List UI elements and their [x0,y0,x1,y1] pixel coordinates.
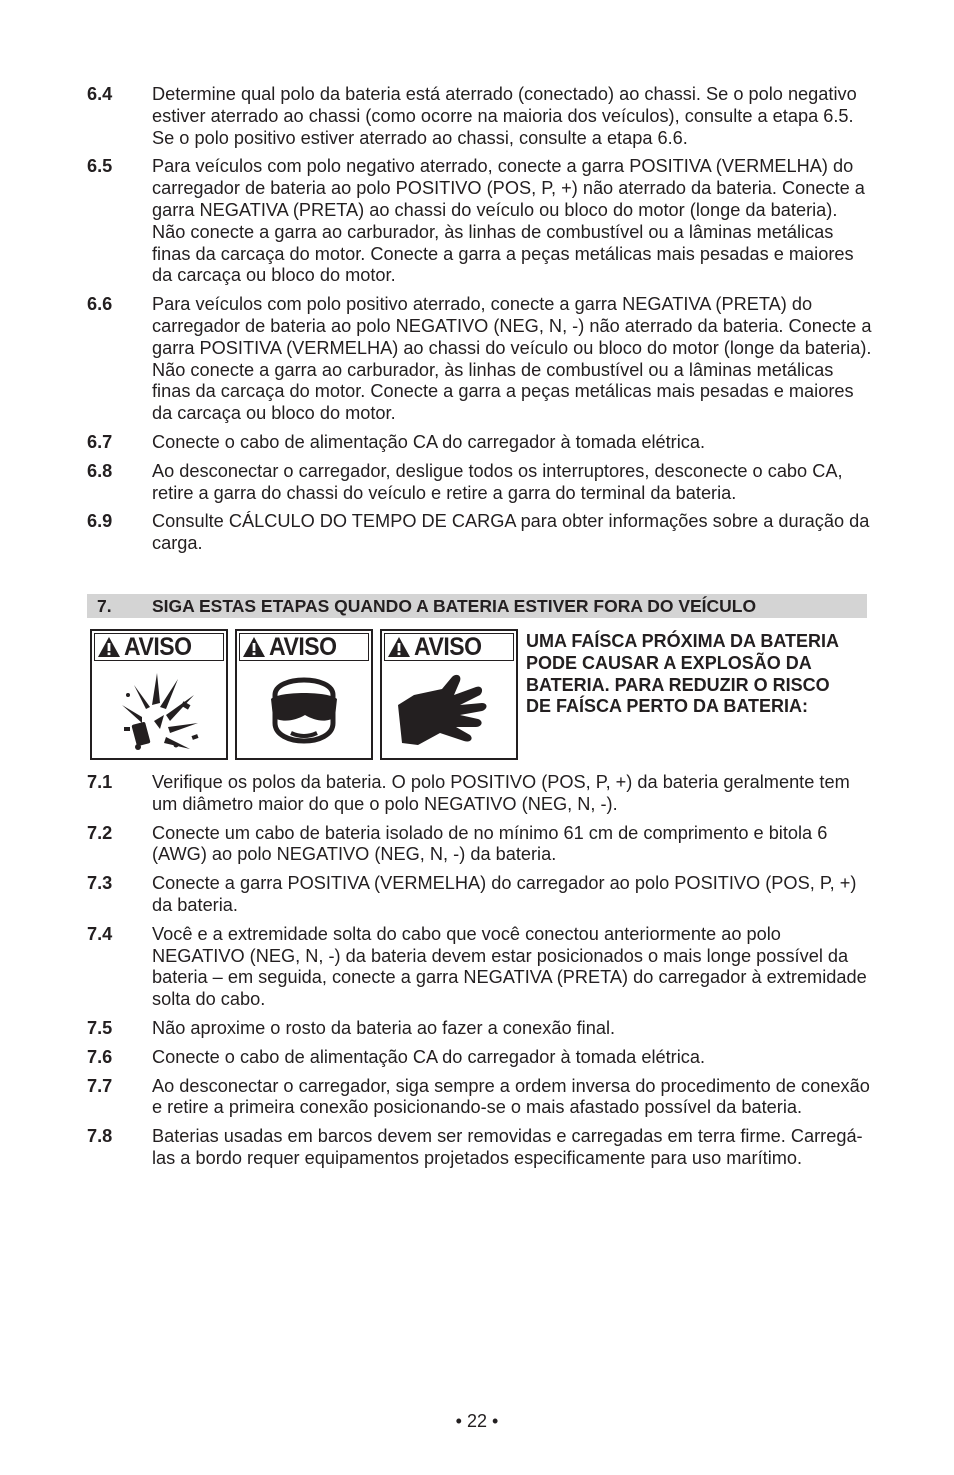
step-number: 6.6 [87,294,113,315]
step-text: Baterias usadas em barcos devem ser removidas e carregadas em terra firme. Carregá-las a bordo requer equipamentos projetados especificamente para uso marítimo. [152,1126,863,1168]
steps-list-7 [87,772,872,1177]
step-number: 7.3 [87,873,113,894]
warning-word: AVISO [269,633,337,661]
warning-header [384,633,514,661]
step-item [87,924,872,1011]
step-item [87,156,872,287]
step-text: Conecte um cabo de bateria isolado de no mínimo 61 cm de comprimento e bitola 6 (AWG) ao polo NEGATIVO (NEG, N, -) da bateria. [152,822,828,865]
step-item [87,1076,872,1120]
step-text: Verifique os polos da bateria. O polo POSITIVO (POS, P, +) da bateria geralmente tem um diâmetro maior do que o polo NEGATIVO (NEG, N, -). [152,772,850,814]
step-item [87,823,872,867]
explosion-icon [94,665,224,756]
step-number: 7.5 [87,1017,113,1038]
step-text: Não aproxime o rosto da bateria ao fazer a conexão final. [152,1017,616,1038]
step-number: 7.8 [87,1126,113,1147]
step-item [87,84,872,149]
step-text: Você e a extremidade solta do cabo que você conectou anteriormente ao polo NEGATIVO (NEG, N, -) da bateria devem estar posicionados o mais longe possível da bateria – em seguida, conecte a garra NEGATIVA (PRETA) do carregador à extremidade solta do cabo. [152,923,867,1010]
step-number: 6.4 [87,84,113,104]
step-number: 6.8 [87,460,113,481]
warning-word: AVISO [414,633,482,661]
steps-list-6 [87,84,872,562]
safety-goggles-icon [239,665,369,756]
step-item [87,1047,872,1069]
step-item [87,294,872,425]
step-item [87,511,872,555]
step-item [87,873,872,917]
step-text: Conecte o cabo de alimentação CA do carregador à tomada elétrica. [152,1046,706,1067]
step-number: 7.6 [87,1046,113,1067]
warning-box-gloves [380,629,518,760]
page-number: • 22 • [455,1411,499,1431]
warning-header [94,633,224,661]
warning-note: UMA FAÍSCA PRÓXIMA DA BATERIA PODE CAUSAR A EXPLOSÃO DA BATERIA. PARA REDUZIR O RISCO DE FAÍSCA PERTO DA BATERIA: [526,631,839,717]
step-number: 7.2 [87,822,113,843]
step-number: 6.7 [87,431,113,452]
step-number: 6.9 [87,511,113,532]
warning-box-eye-protection [235,629,373,760]
step-text: Conecte o cabo de alimentação CA do carregador à tomada elétrica. [152,431,706,452]
step-text: Conecte a garra POSITIVA (VERMELHA) do carregador ao polo POSITIVO (POS, P, +) da bateria. [152,873,857,915]
step-number: 7.1 [87,772,113,792]
section-number: 7. [97,595,112,616]
step-text: Consulte CÁLCULO DO TEMPO DE CARGA para obter informações sobre a duração da carga. [152,511,870,554]
step-text: Ao desconectar o carregador, siga sempre a ordem inversa do procedimento de conexão e retire a primeira conexão posicionando-se o mais afastado possível da bateria. [152,1075,870,1118]
step-number: 7.7 [87,1075,113,1096]
step-number: 6.5 [87,156,113,177]
section-7-header [87,594,867,618]
warning-word: AVISO [124,633,192,661]
section-title: SIGA ESTAS ETAPAS QUANDO A BATERIA ESTIVER FORA DO VEÍCULO [152,595,757,616]
warning-header [239,633,369,661]
step-text: Para veículos com polo negativo aterrado, conecte a garra POSITIVA (VERMELHA) do carregador de bateria ao polo POSITIVO (POS, P, +) não aterrado da bateria. Conecte a garra NEGATIVA (PRETA) ao chassi do veículo ou bloco do motor (longe da bateria). Não conecte a garra ao carburador, às linhas de combustível ou a lâminas metálicas finas da carcaça do motor. Conecte a garra a peças metálicas mais pesadas e maiores da carcaça ou bloco do motor. [152,156,865,286]
step-item [87,1018,872,1040]
glove-icon [384,665,514,756]
step-text: Para veículos com polo positivo aterrado, conecte a garra NEGATIVA (PRETA) do carregador de bateria ao polo NEGATIVO (NEG, N, -) não aterrado da bateria. Conecte a garra POSITIVA (VERMELHA) ao chassi do veículo ou bloco do motor (longe da bateria). Não conecte a garra ao carburador, às linhas de combustível ou a lâminas metálicas finas da carcaça do motor. Conecte a garra a peças metálicas mais pesadas e maiores da carcaça ou bloco do motor. [152,294,872,424]
step-number: 7.4 [87,923,113,944]
step-text: Determine qual polo da bateria está aterrado (conectado) ao chassi. Se o polo negativo estiver aterrado ao chassi (como ocorre na maioria dos veículos), consulte a etapa 6.5. Se o polo positivo estiver aterrado ao chassi, consulte a etapa 6.6. [152,84,857,148]
warning-triangle-icon [97,636,121,658]
warning-box-explosion [90,629,228,760]
step-item [87,432,872,454]
warning-triangle-icon [387,636,411,658]
step-item [87,1126,872,1170]
step-item [87,772,872,816]
warning-triangle-icon [242,636,266,658]
step-item [87,461,872,505]
step-text: Ao desconectar o carregador, desligue todos os interruptores, desconecte o cabo CA, retire a garra do chassi do veículo e retire a garra do terminal da bateria. [152,460,843,503]
